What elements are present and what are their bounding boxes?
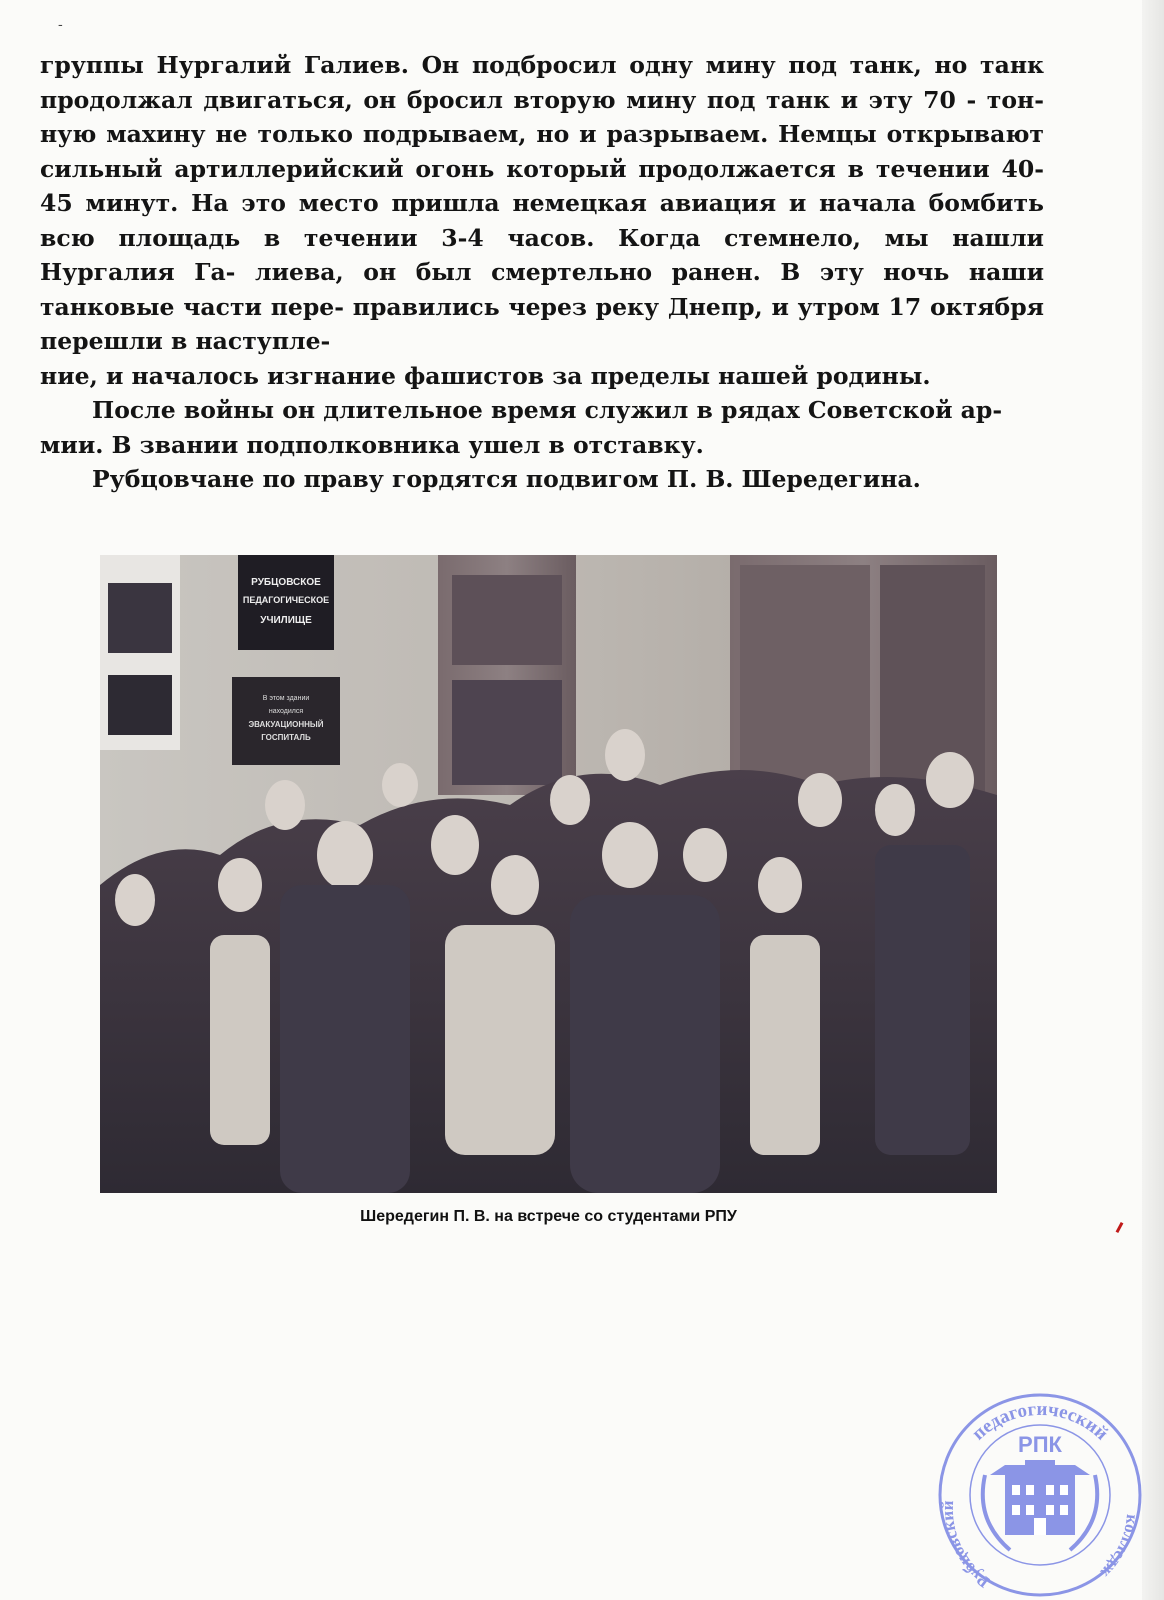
text-line: ние, и началось изгнание фашистов за пределы нашей родины. (40, 361, 931, 390)
text-line: группы Нургалий Галиев. Он подбросил одну мину под танк, но танк (40, 51, 1044, 79)
sign-school-line: ПЕДАГОГИЧЕСКОЕ (242, 595, 330, 605)
plaque-line: ГОСПИТАЛЬ (261, 733, 311, 742)
text-line: сильный артиллерийский огонь который продолжается в течении 40-45 (40, 154, 1044, 217)
stamp-ring-left: Рубцовский (937, 1500, 993, 1592)
building-icon (990, 1460, 1090, 1535)
text-line: ную махину не только подрываем, но и разрываем. Немцы открывают (40, 120, 1044, 148)
sign-school-line: УЧИЛИЩЕ (260, 615, 312, 626)
paragraph-1 (40, 48, 1044, 393)
text-line: площадь в течении 3-4 часов. Когда стемнело, мы нашли Нургалия Га- (40, 223, 1044, 286)
photo-caption: Шередегин П. В. на встрече со студентами РПУ (360, 1208, 737, 1225)
text-line: продолжал двигаться, он бросил вторую мину под танк и эту 70 - тон- (40, 85, 1044, 114)
paragraph-2 (40, 393, 1044, 462)
text-line: лиева, он был смертельно ранен. В эту ночь наши танковые части пере- (40, 258, 1044, 321)
text-line: После войны он длительное время служил в рядах Советской ар- (92, 396, 1003, 424)
text-line: минут. На это место пришла немецкая авиация и начала бомбить всю (40, 189, 1045, 252)
text-line: Рубцовчане по праву гордятся подвигом П. В. Шередегина. (92, 465, 921, 493)
red-pen-mark (1116, 1222, 1124, 1233)
group-photo (100, 555, 997, 1193)
stamp-ring-top: педагогический (968, 1398, 1112, 1445)
stamp-ring-right: колледж (1096, 1513, 1143, 1582)
sign-school-line: РУБЦОВСКОЕ (251, 577, 321, 588)
scan-page-edge (1142, 0, 1164, 1600)
plaque-line: В этом здании (262, 695, 310, 702)
stamp-center-text: РПК (1018, 1432, 1062, 1457)
scan-mark: - (58, 17, 63, 33)
text-line: мии. В звании подполковника ушел в отставку. (40, 430, 704, 459)
plaque-line: находился (268, 708, 304, 715)
article-text (40, 48, 1044, 497)
plaque-line: ЭВАКУАЦИОННЫЙ (248, 720, 324, 729)
college-stamp (930, 1380, 1150, 1600)
paragraph-3 (40, 462, 1044, 497)
text-line: правились через реку Днепр, и утром 17 октября перешли в наступле- (40, 292, 1044, 355)
